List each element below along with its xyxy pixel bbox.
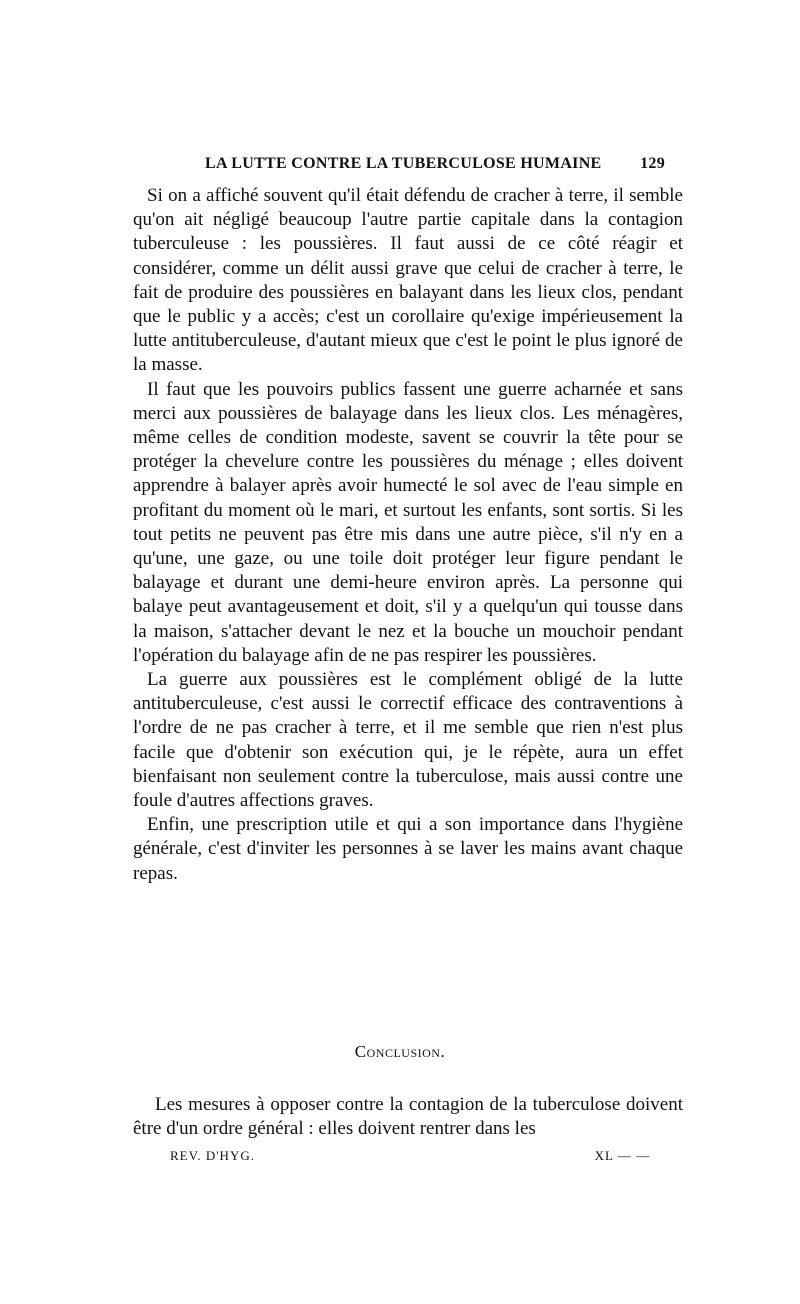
paragraph: Enfin, une prescription utile et qui a son importance dans l'hygiène générale, c'est d'inviter les personnes à se laver les mains avant chaque repas. — [133, 814, 683, 884]
closing-text — [133, 1093, 683, 1141]
running-head-title: LA LUTTE CONTRE LA TUBERCULOSE HUMAINE — [205, 155, 602, 172]
paragraph: Si on a affiché souvent qu'il était défendu de cracher à terre, il semble qu'on ait négligé beaucoup l'autre partie capitale dans la contagion tuberculeuse : les poussières. Il faut aussi de ce côté réagir et considérer, comme un délit aussi grave que celui de cracher à terre, le fait de produire des poussières en balayant dans les lieux clos, pendant que le public y a accès; c'est un corollaire qu'exige impérieusement la lutte antituberculeuse, d'autant mieux que c'est le point le plus ignoré de la masse. — [133, 185, 683, 376]
body-text — [133, 184, 683, 886]
paragraph: La guerre aux poussières est le complément obligé de la lutte antituberculeuse, c'est aussi le correctif efficace des contraventions à l'ordre de ne pas cracher à terre, et il me semble que rien n'est plus facile que d'obtenir son exécution qui, je le répète, aura un effet bienfaisant non seulement contre la tuberculose, mais aussi contre une foule d'autres affections graves. — [133, 669, 683, 812]
paragraph: Les mesures à opposer contre la contagion de la tuberculose doivent être d'un ordre général : elles doivent rentrer dans les — [133, 1094, 683, 1140]
footer-journal: REV. D'HYG. — [170, 1148, 255, 1163]
footer-signature: XL — — — [594, 1148, 650, 1163]
section-heading: Conclusion. — [354, 1042, 446, 1061]
page-number: 129 — [640, 155, 665, 172]
paragraph: Il faut que les pouvoirs publics fassent une guerre acharnée et sans merci aux poussières de balayage dans les lieux clos. Les ménagères, même celles de condition modeste, savent se couvrir la tête pour se protéger la chevelure contre les poussières du ménage ; elles doivent apprendre à balayer après avoir humecté le sol avec de l'eau simple en profitant du moment où le mari, et surtout les enfants, sont sortis. Si les tout petits ne peuvent pas être mis dans une autre pièce, s'il n'y en a qu'une, une gaze, ou une toile doit protéger leur figure pendant le balayage et durant une demi-heure environ après. La personne qui balaye peut avantageusement et doit, s'il y a quelqu'un qui tousse dans la maison, s'attacher devant le nez et la bouche un mouchoir pendant l'opération du balayage afin de ne pas respirer les poussières. — [133, 378, 683, 666]
